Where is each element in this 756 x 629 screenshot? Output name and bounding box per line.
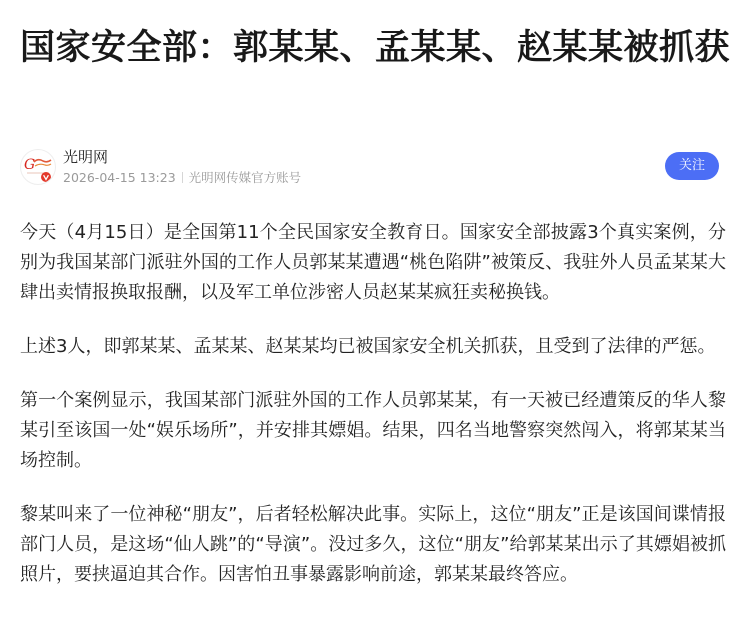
- article-paragraph: 第一个案例显示，我国某部门派驻外国的工作人员郭某某，有一天被已经遭策反的华人黎某引至该国一处“娱乐场所”，并安排其嫖娼。结果，四名当地警察突然闯入，将郭某某当场控制。: [20, 390, 726, 471]
- account-description: 光明网传媒官方账号: [188, 170, 302, 185]
- author-info: [20, 145, 720, 189]
- article-body: [20, 218, 726, 614]
- publish-meta: [63, 170, 301, 186]
- meta-divider: [182, 172, 183, 183]
- article-paragraph: 上述3人，即郭某某、孟某某、赵某某均已被国家安全机关抓获，且受到了法律的严惩。: [20, 336, 716, 357]
- follow-button[interactable]: 关注: [665, 152, 719, 180]
- article-paragraph: 今天（4月15日）是全国第11个全民国家安全教育日。国家安全部披露3个真实案例，分别为我国某部门派驻外国的工作人员郭某某遭遇“桃色陷阱”被策反、我驻外人员孟某某大肆出卖情报换取报酬，以及军工单位涉密人员赵某某疯狂卖秘换钱。: [20, 222, 726, 303]
- guangming-logo-icon[interactable]: [20, 149, 56, 185]
- article-title: 国家安全部：郭某某、孟某某、赵某某被抓获: [20, 28, 731, 68]
- publish-date: 2026-04-15 13:23: [63, 170, 176, 185]
- article-paragraph: 黎某叫来了一位神秘“朋友”，后者轻松解决此事。实际上，这位“朋友”正是该国间谍情报部门人员，是这场“仙人跳”的“导演”。没过多久，这位“朋友”给郭某某出示了其嫖娼被抓照片，要挟逼迫其合作。因害怕丑事暴露影响前途，郭某某最终答应。: [20, 504, 726, 585]
- svg-text:G: G: [24, 157, 36, 173]
- author-name[interactable]: 光明网: [63, 148, 109, 166]
